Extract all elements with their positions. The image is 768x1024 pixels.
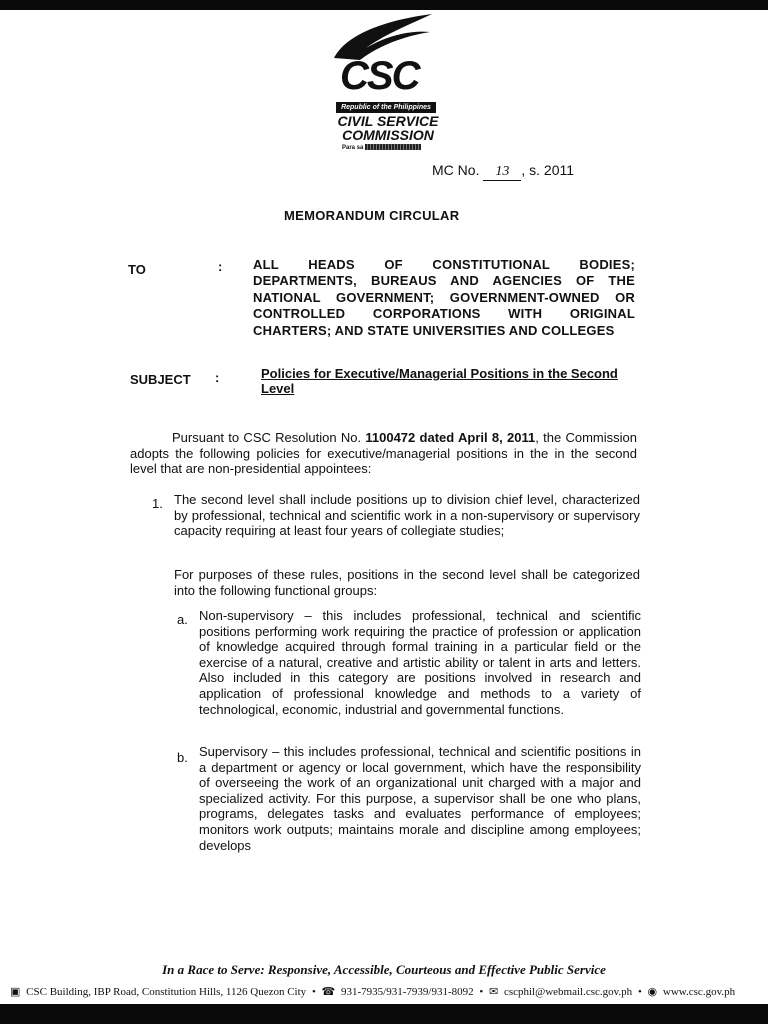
- logo-tagline: [342, 144, 432, 152]
- footer-web: www.csc.gov.ph: [662, 986, 736, 998]
- mc-prefix: MC No.: [432, 162, 480, 178]
- intro-text-a: Pursuant to CSC Resolution No.: [172, 430, 366, 445]
- item-b-text: Supervisory – this includes professional, technical and scientific positions in a department or agency or local government, which have the responsibility of overseeing the work of an organizational unit charged with a major and specialized activity. For this purpose, a supervisor shall be one who plans, programs, delegates tasks and evaluates performance of employees; monitors work outputs; maintains morale and discipline among employees; develops: [199, 744, 641, 853]
- logo-tagline-text: Para sa: [342, 145, 364, 151]
- footer-phone: 931-7935/931-7939/931-8092: [341, 986, 474, 998]
- bullet-separator: •: [637, 986, 642, 998]
- bullet-separator: •: [479, 986, 484, 998]
- item-a-text: Non-supervisory – this includes professional, technical and scientific positions performing work requiring the practice of profession or application of knowledge acquired through formal training in a particular field or the exercise of a natural, creative and artistic ability or talent in arts and letters. Also included in this category are positions involved in research and application of professional knowledge and methods to a variety of technological, economic, industrial and governmental functions.: [199, 608, 641, 717]
- email-icon: ✉: [488, 986, 499, 998]
- page-title: MEMORANDUM CIRCULAR: [284, 208, 460, 223]
- logo-line2: COMMISSION: [342, 127, 434, 143]
- csc-logo: [326, 14, 446, 150]
- scan-bottom-border: [0, 1004, 768, 1024]
- to-colon: :: [218, 259, 223, 274]
- globe-icon: ◉: [647, 986, 658, 998]
- logo-republic: Republic of the Philippines: [336, 102, 436, 113]
- item-1-number: 1.: [152, 496, 163, 511]
- bullet-separator: •: [311, 986, 316, 998]
- intro-text-b: , the Commission adopts the following policies for executive/managerial positions in the in the second level that are non-presidential appointees:: [130, 430, 637, 477]
- building-icon: ▣: [10, 986, 21, 998]
- subject-text: Policies for Executive/Managerial Positions in the Second Level: [261, 366, 618, 396]
- tagline-blot: [365, 144, 421, 150]
- item-1-text: The second level shall include positions up to division chief level, characterized by professional, technical and scientific work in a non-supervisory or supervisory capacity requiring at least four years of collegiate studies;: [174, 492, 640, 539]
- resolution-reference: 1100472 dated April 8, 2011: [365, 430, 536, 445]
- subject-label: SUBJECT: [130, 372, 191, 387]
- scan-top-border: [0, 0, 768, 10]
- footer-contact: [10, 985, 760, 998]
- footer-email: cscphil@webmail.csc.gov.ph: [503, 986, 633, 998]
- footer-motto: In a Race to Serve: Responsive, Accessible, Courteous and Effective Public Service: [162, 962, 606, 977]
- logo-line1: CIVIL SERVICE: [337, 113, 439, 129]
- subject-colon: :: [215, 370, 220, 385]
- to-label: TO: [128, 262, 146, 277]
- mc-number-line: [432, 162, 574, 181]
- purposes-paragraph: For purposes of these rules, positions in the second level shall be categorized into the following functional groups:: [174, 567, 640, 598]
- item-b-label: b.: [177, 750, 188, 765]
- to-recipients: ALL HEADS OF CONSTITUTIONAL BODIES; DEPARTMENTS, BUREAUS AND AGENCIES OF THE NATIONAL GOVERNMENT; GOVERNMENT-OWNED OR CONTROLLED CORPORATIONS WITH ORIGINAL CHARTERS; AND STATE UNIVERSITIES AND COLLEGES: [253, 257, 635, 338]
- item-a-label: a.: [177, 612, 188, 627]
- logo-mark: CSC: [340, 54, 419, 98]
- mc-suffix: , s. 2011: [521, 162, 575, 178]
- footer-address: CSC Building, IBP Road, Constitution Hills, 1126 Quezon City: [26, 986, 307, 998]
- phone-icon: ☎: [321, 986, 336, 998]
- mc-number: 13: [483, 164, 521, 181]
- intro-paragraph: [130, 430, 637, 477]
